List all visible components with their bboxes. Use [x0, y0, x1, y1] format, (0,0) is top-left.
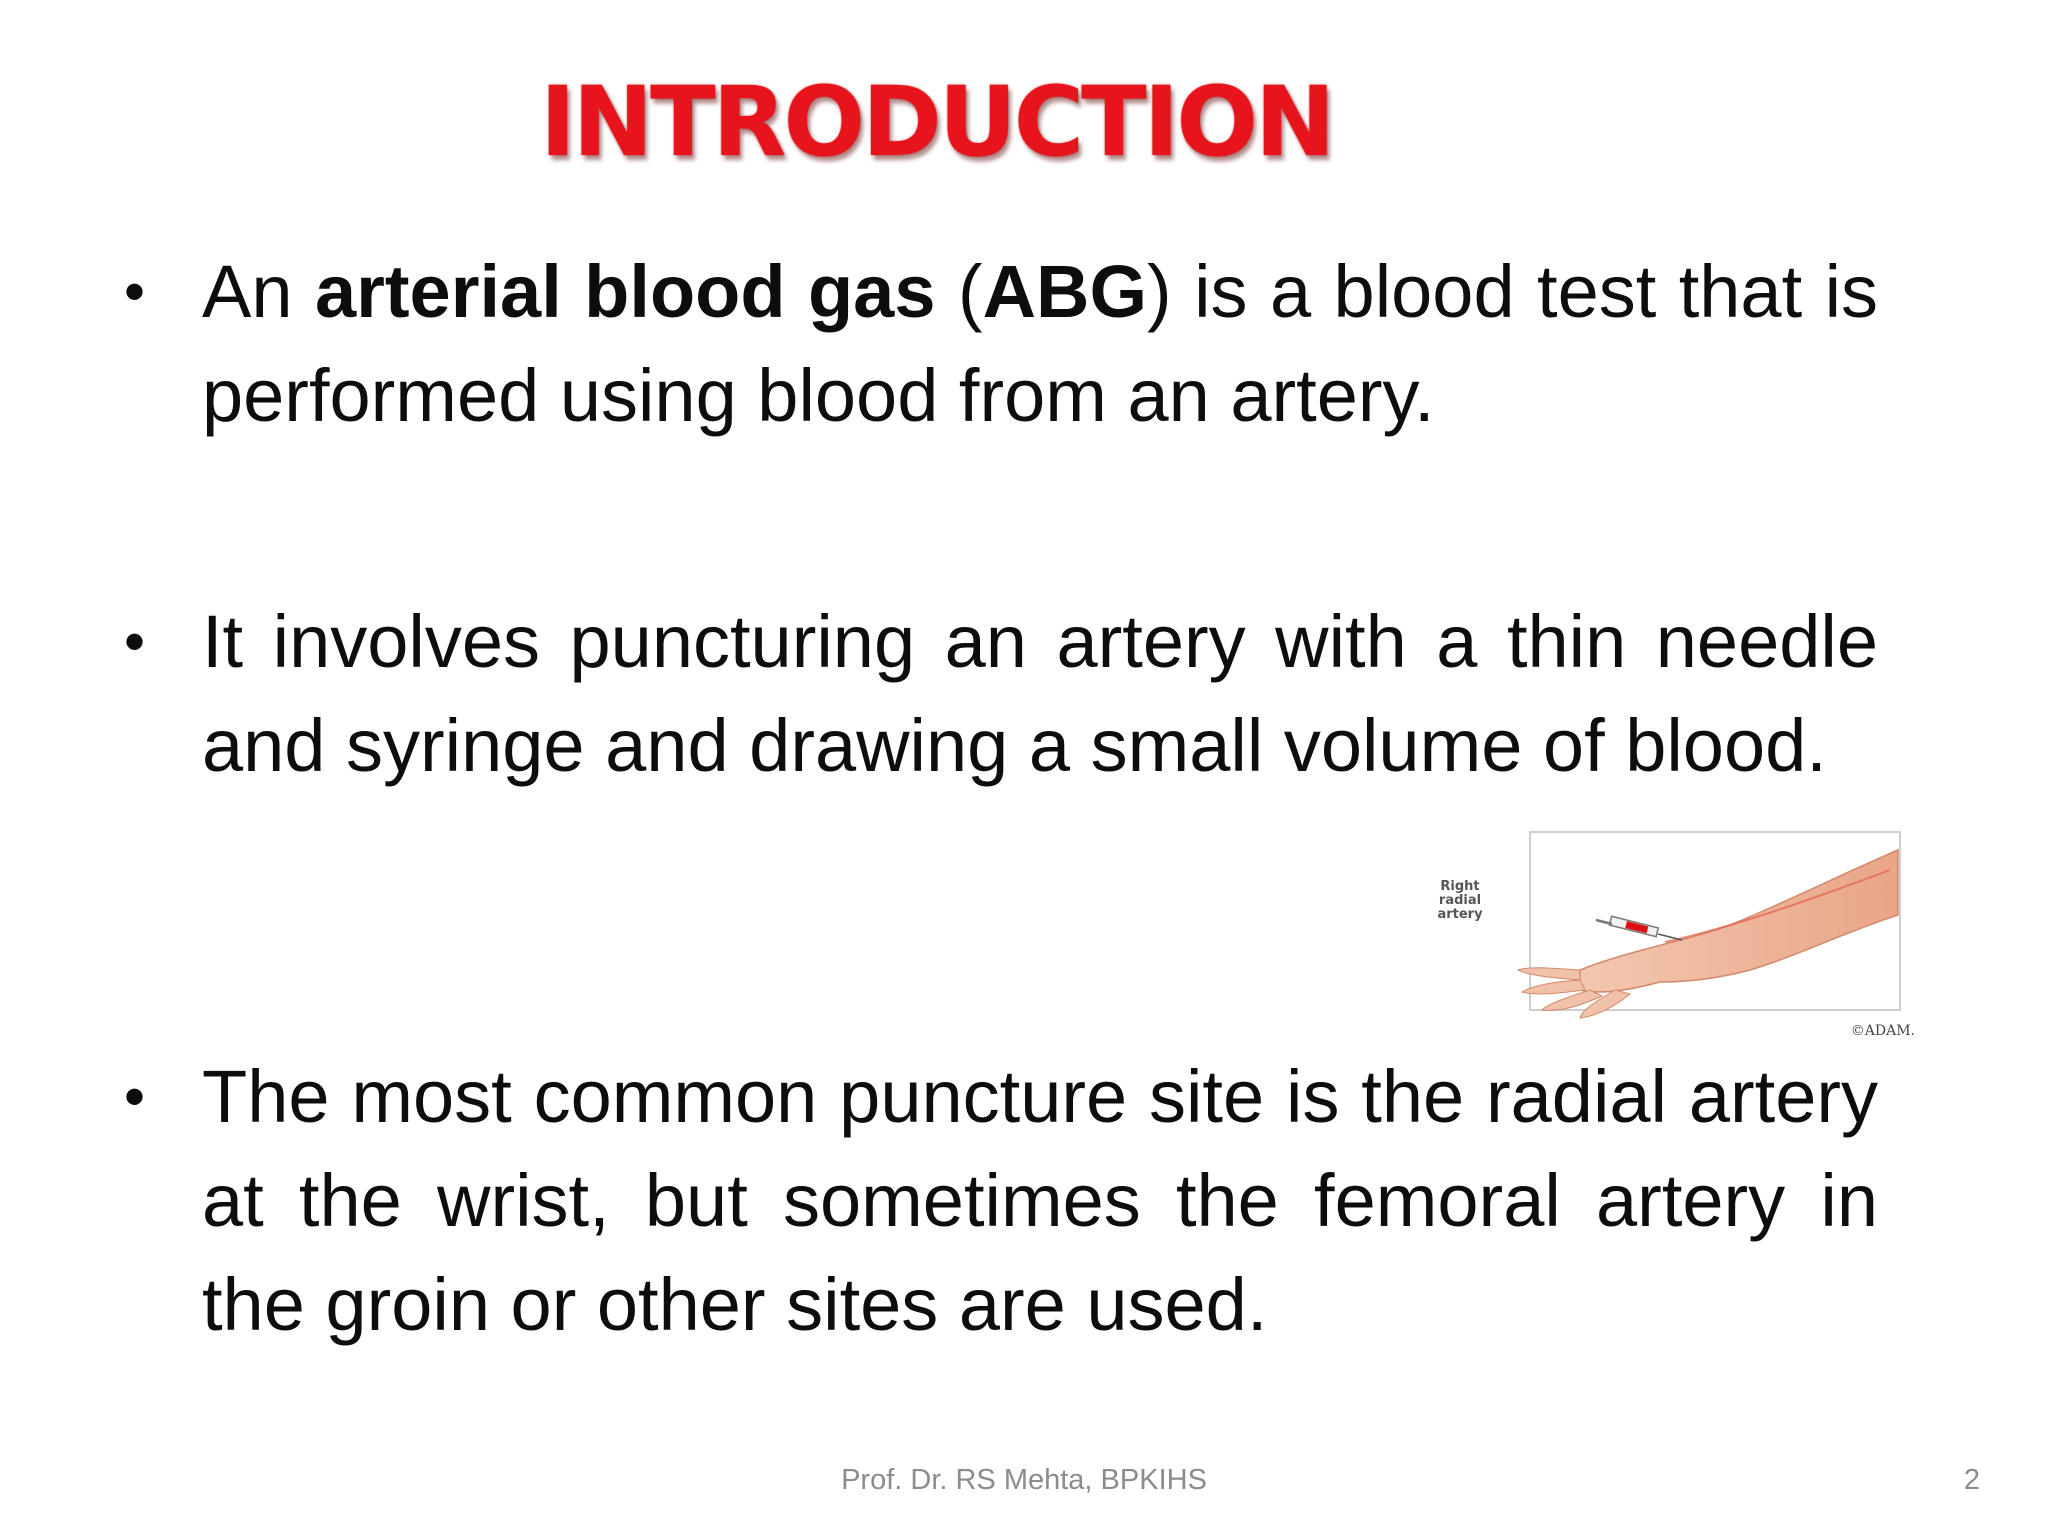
bullet-text: It involves puncturing an artery with a thin needle and syringe and drawing a small volume of blood.: [202, 600, 1878, 787]
bullet-text: The most common puncture site is the radial artery at the wrist, but sometimes the femoral artery in the groin or other sites are used.: [202, 1055, 1878, 1346]
bullet-dot: •: [124, 258, 146, 325]
page-number: 2: [1963, 1464, 1980, 1496]
footer-author: Prof. Dr. RS Mehta, BPKIHS: [841, 1464, 1207, 1496]
bullet-procedure: [124, 590, 1878, 798]
bullet-dot: •: [124, 608, 146, 675]
illustration-label: artery: [1437, 907, 1483, 922]
bullet-term-abg: arterial blood gas: [314, 250, 936, 333]
bullet-text-pre: An: [202, 250, 315, 333]
bullet-dot: •: [124, 1063, 146, 1130]
radial-artery-illustration: [1430, 830, 1920, 1040]
illustration-label: Right: [1440, 879, 1480, 894]
illustration-label: radial: [1438, 893, 1482, 908]
bullet-abbr-abg: ABG: [982, 250, 1148, 333]
illustration-credit: ©ADAM.: [1850, 1023, 1915, 1039]
bullet-abg-definition: [124, 240, 1879, 448]
slide-title: INTRODUCTION: [540, 66, 1333, 178]
bullet-puncture-site: [124, 1045, 1878, 1357]
bullet-paren-open: (: [935, 250, 983, 333]
bullet-text-post: ) is a blood test that is performed using blood from an artery.: [202, 250, 1879, 437]
